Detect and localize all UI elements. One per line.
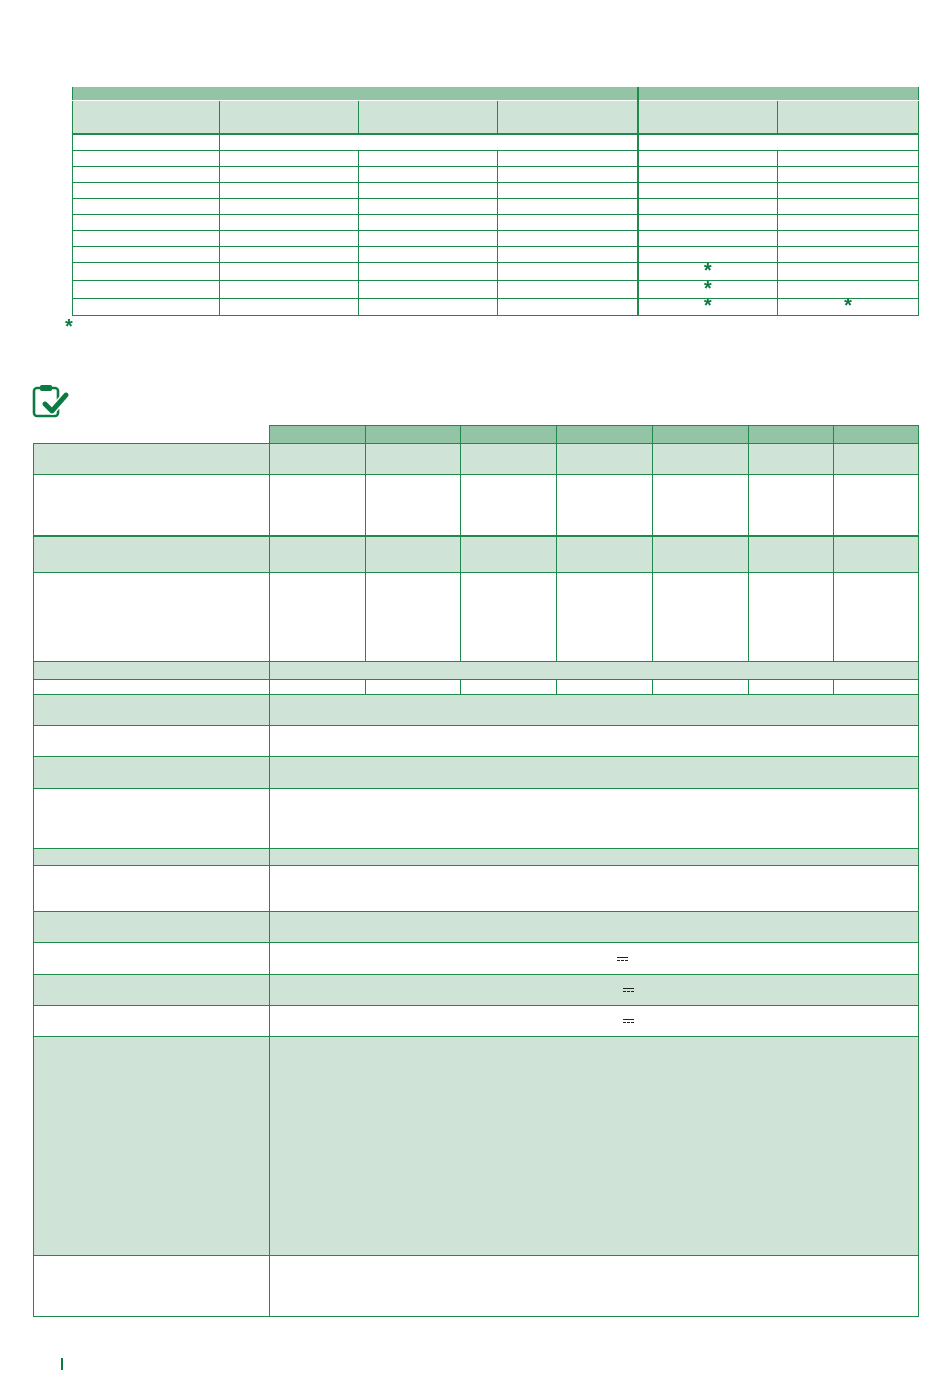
table-cell [557, 475, 653, 536]
table-cell [73, 167, 220, 183]
table-cell [653, 536, 749, 573]
table-cell [461, 573, 557, 662]
table-cell [778, 281, 919, 299]
table-row [34, 726, 919, 757]
table-cell [270, 757, 919, 789]
table-cell [270, 1256, 919, 1317]
column-header [270, 426, 366, 444]
table-cell [498, 151, 638, 167]
specs-table [33, 425, 919, 1317]
table-cell [270, 680, 366, 695]
table-cell [834, 680, 919, 695]
table-cell [270, 789, 919, 849]
row-label [34, 1256, 270, 1317]
asterisk-mark: * [703, 298, 712, 316]
table-row [73, 167, 919, 183]
table-cell [749, 475, 834, 536]
table-cell [270, 975, 919, 1006]
table-row [34, 912, 919, 943]
table-cell [220, 263, 359, 281]
group-header-left [73, 87, 638, 101]
table-cell [220, 231, 359, 247]
table-cell [557, 680, 653, 695]
direct-current-icon [617, 957, 628, 961]
table-row [34, 573, 919, 662]
table-row [34, 536, 919, 573]
column-header [220, 101, 359, 135]
table-row [34, 866, 919, 912]
row-label [34, 695, 270, 726]
table-cell [73, 263, 220, 281]
table-cell [778, 231, 919, 247]
table-row [34, 1256, 919, 1317]
table-cell [638, 183, 778, 199]
table-cell [638, 215, 778, 231]
table-row [73, 215, 919, 231]
table-cell [498, 199, 638, 215]
table-cell [270, 475, 366, 536]
table-cell [220, 299, 359, 316]
table-cell [220, 183, 359, 199]
specs-header-row [34, 426, 919, 444]
table-cell [359, 247, 498, 263]
table-cell [653, 573, 749, 662]
table-cell [366, 573, 461, 662]
table-cell [498, 281, 638, 299]
column-header [638, 101, 778, 135]
table-cell [359, 151, 498, 167]
row-label [34, 757, 270, 789]
table-row [73, 183, 919, 199]
table-cell [359, 299, 498, 316]
legend-asterisk: * [65, 316, 73, 338]
table-cell [270, 912, 919, 943]
column-header [557, 426, 653, 444]
table-cell [749, 536, 834, 573]
top-table-column-header [73, 101, 919, 135]
table-cell [653, 680, 749, 695]
row-label [34, 943, 270, 975]
table-cell [220, 281, 359, 299]
table-cell [834, 444, 919, 475]
table-cell [778, 299, 919, 316]
asterisk-mark: * [703, 262, 712, 281]
table-cell [557, 536, 653, 573]
table-cell [749, 573, 834, 662]
table-row [73, 134, 919, 151]
table-cell [749, 444, 834, 475]
row-label [34, 912, 270, 943]
table-row [34, 849, 919, 866]
row-label [34, 444, 270, 475]
table-cell [638, 134, 919, 151]
table-cell [220, 167, 359, 183]
table-cell [498, 231, 638, 247]
table-cell [73, 199, 220, 215]
table-cell [73, 183, 220, 199]
table-row [73, 299, 919, 316]
table-cell [366, 536, 461, 573]
table-row [34, 1037, 919, 1256]
column-header [73, 101, 220, 135]
table-cell [73, 151, 220, 167]
table-cell [778, 167, 919, 183]
table-row [34, 975, 919, 1006]
table-cell [498, 247, 638, 263]
top-table [72, 87, 919, 316]
column-header [359, 101, 498, 135]
direct-current-icon [623, 1019, 634, 1023]
table-cell [270, 943, 919, 975]
table-cell [73, 281, 220, 299]
table-cell [461, 680, 557, 695]
table-cell [73, 215, 220, 231]
table-cell [270, 662, 919, 680]
table-cell [461, 536, 557, 573]
table-cell [270, 536, 366, 573]
row-label [34, 726, 270, 757]
clipboard-check-icon [31, 383, 69, 419]
table-cell [73, 231, 220, 247]
table-cell [461, 444, 557, 475]
table-cell [359, 199, 498, 215]
table-cell [270, 726, 919, 757]
row-label [34, 536, 270, 573]
column-header [366, 426, 461, 444]
table-cell [220, 247, 359, 263]
table-cell [778, 247, 919, 263]
table-row [34, 789, 919, 849]
table-cell [359, 183, 498, 199]
table-cell [653, 475, 749, 536]
table-cell [220, 134, 638, 151]
table-cell [638, 299, 778, 316]
table-cell [270, 849, 919, 866]
table-cell [359, 231, 498, 247]
table-row [73, 247, 919, 263]
table-row [73, 151, 919, 167]
table-cell [270, 1037, 919, 1256]
table-cell [834, 536, 919, 573]
table-row [73, 263, 919, 281]
table-cell [638, 281, 778, 299]
column-header [778, 101, 919, 135]
table-cell [73, 134, 220, 151]
table-cell [220, 151, 359, 167]
row-label [34, 573, 270, 662]
table-cell [270, 695, 919, 726]
row-label [34, 975, 270, 1006]
table-cell [638, 199, 778, 215]
table-cell [638, 247, 778, 263]
table-cell [778, 215, 919, 231]
table-row [34, 1006, 919, 1037]
group-header-right [638, 87, 919, 101]
table-cell [749, 680, 834, 695]
row-label [34, 849, 270, 866]
column-header [498, 101, 638, 135]
table-row [34, 662, 919, 680]
table-row [34, 695, 919, 726]
table-cell [638, 167, 778, 183]
table-cell [359, 263, 498, 281]
table-cell [270, 1006, 919, 1037]
row-label [34, 475, 270, 536]
table-cell [638, 263, 778, 281]
asterisk-mark: * [703, 280, 712, 299]
row-label [34, 1006, 270, 1037]
column-header [461, 426, 557, 444]
table-cell [653, 444, 749, 475]
top-table-group-header [73, 87, 919, 101]
table-cell [557, 573, 653, 662]
table-row [34, 757, 919, 789]
table-cell [73, 299, 220, 316]
table-cell [366, 475, 461, 536]
direct-current-icon [623, 988, 634, 992]
page-marker [61, 1358, 63, 1370]
table-cell [638, 151, 778, 167]
table-cell [73, 247, 220, 263]
table-cell [270, 866, 919, 912]
table-row [73, 281, 919, 299]
table-row [34, 680, 919, 695]
table-cell [498, 299, 638, 316]
row-label [34, 789, 270, 849]
table-cell [638, 231, 778, 247]
table-cell [359, 281, 498, 299]
table-cell [498, 263, 638, 281]
header-spacer [34, 426, 270, 444]
table-cell [778, 199, 919, 215]
asterisk-mark: * [844, 298, 852, 316]
row-label [34, 1037, 270, 1256]
table-cell [359, 167, 498, 183]
table-row [34, 475, 919, 536]
table-cell [498, 167, 638, 183]
table-cell [778, 263, 919, 281]
table-row [73, 231, 919, 247]
table-cell [270, 573, 366, 662]
table-cell [778, 183, 919, 199]
table-cell [778, 151, 919, 167]
table-cell [366, 680, 461, 695]
table-cell [220, 199, 359, 215]
row-label [34, 662, 270, 680]
table-cell [270, 444, 366, 475]
table-row [34, 943, 919, 975]
table-cell [220, 215, 359, 231]
table-cell [359, 215, 498, 231]
table-cell [498, 215, 638, 231]
column-header [653, 426, 749, 444]
column-header [834, 426, 919, 444]
table-cell [366, 444, 461, 475]
column-header [749, 426, 834, 444]
table-cell [461, 475, 557, 536]
row-label [34, 866, 270, 912]
table-row [73, 199, 919, 215]
table-cell [834, 475, 919, 536]
row-label [34, 680, 270, 695]
table-row [34, 444, 919, 475]
table-cell [498, 183, 638, 199]
table-cell [834, 573, 919, 662]
table-cell [557, 444, 653, 475]
